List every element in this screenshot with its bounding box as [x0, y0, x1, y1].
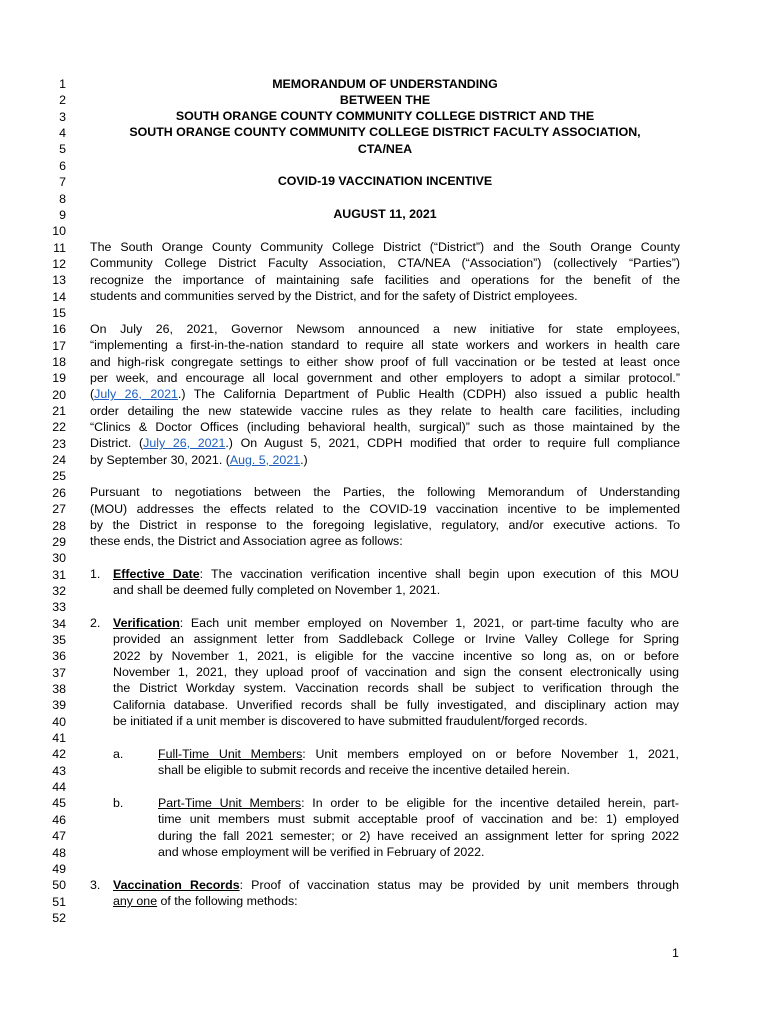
item-heading: Part-Time Unit Members: [158, 796, 302, 810]
list-item-line: California database. Unverified records shall be fully investigated, and disciplinary action may: [113, 698, 679, 712]
line-number: 6: [59, 158, 66, 173]
line-number: 17: [52, 338, 66, 353]
line-number: 52: [52, 910, 66, 925]
title-line: CTA/NEA: [357, 142, 413, 156]
line-number: 26: [52, 485, 66, 500]
paragraph-line: [90, 452, 308, 468]
line-number: 36: [52, 649, 66, 664]
line-number: 42: [52, 747, 66, 762]
citation-link-july-26[interactable]: July 26, 2021: [94, 387, 178, 401]
line-text: : Unit members employed on or before November 1, 2021,: [302, 747, 679, 761]
paragraph-line: by the District in response to the foregoing legislative, regulatory, and/or executive actions. To: [90, 518, 680, 532]
paragraph-line: Pursuant to negotiations between the Parties, the following Memorandum of Understanding: [90, 485, 680, 499]
item-heading: Verification: [113, 616, 180, 630]
line-text: .) The California Department of Public Health (CDPH) also issued a public health: [177, 387, 680, 401]
list-item-line: [113, 877, 679, 893]
list-item-line: [113, 566, 679, 582]
list-item-line: 2022 by November 1, 2021, is eligible for the vaccine incentive so long as, on or before: [113, 649, 679, 663]
line-number: 27: [52, 502, 66, 517]
line-text: : The vaccination verification incentive shall begin upon execution of this MOU: [199, 567, 680, 581]
line-number: 46: [52, 812, 66, 827]
item-heading: Effective Date: [113, 567, 200, 581]
line-number: 31: [52, 567, 66, 582]
line-number: 24: [52, 453, 66, 468]
title-line: MEMORANDUM OF UNDERSTANDING: [272, 77, 498, 91]
line-number: 21: [52, 404, 66, 418]
line-text: by September 30, 2021. (: [90, 453, 230, 467]
line-number: 48: [52, 845, 66, 860]
list-letter: b.: [113, 796, 124, 810]
line-number: 20: [52, 387, 66, 402]
line-number: 44: [52, 780, 66, 795]
line-number: 2: [59, 93, 66, 108]
line-number: 14: [52, 289, 66, 304]
line-number: 37: [52, 665, 66, 680]
line-number: 5: [59, 142, 66, 157]
paragraph-line: “Clinics & Doctor Offices (including behavioral health, surgical)” such as those maintained by the: [90, 420, 680, 434]
paragraph-line: [90, 435, 680, 451]
line-number: 13: [52, 273, 66, 288]
line-number: 51: [52, 894, 66, 909]
paragraph-line: [90, 386, 680, 402]
paragraph-line: Community College District Faculty Association, CTA/NEA (“Association”) (collectively “Parties”): [90, 256, 680, 270]
line-number: 7: [59, 175, 66, 190]
line-text: : In order to be eligible for the incentive detailed herein, part-: [301, 796, 680, 810]
line-number: 11: [53, 240, 66, 255]
citation-link-aug-5[interactable]: Aug. 5, 2021: [229, 453, 301, 467]
line-number: 3: [59, 109, 66, 124]
line-number: 16: [52, 322, 66, 337]
line-number: 9: [59, 207, 66, 222]
line-number: 50: [52, 878, 66, 893]
citation-link-july-26[interactable]: July 26, 2021: [143, 436, 226, 450]
paragraph-line: recognize the importance of maintaining safe facilities and operations for the benefit of the: [90, 273, 680, 287]
list-item-line: shall be eligible to submit records and receive the incentive detailed herein.: [158, 763, 570, 777]
line-text: : Each unit member employed on November 1, 2021, or part-time faculty who are: [179, 616, 679, 630]
line-number: 1: [59, 77, 66, 91]
list-letter: a.: [113, 747, 124, 761]
line-number: 41: [52, 731, 66, 745]
item-heading: Vaccination Records: [113, 878, 240, 892]
line-text: .) On August 5, 2021, CDPH modified that order to require full compliance: [225, 436, 680, 450]
line-number: 10: [52, 224, 66, 239]
line-number: 22: [52, 420, 66, 435]
line-number: 45: [52, 796, 66, 811]
item-heading: Full-Time Unit Members: [158, 747, 303, 761]
title-line: SOUTH ORANGE COUNTY COMMUNITY COLLEGE DISTRICT FACULTY ASSOCIATION,: [129, 125, 641, 139]
emphasis-text: any one: [113, 894, 158, 908]
line-number: 49: [52, 861, 66, 876]
title-line: BETWEEN THE: [339, 93, 431, 107]
line-text: of the following methods:: [157, 894, 298, 908]
line-number: 12: [52, 256, 66, 271]
list-item-line: [113, 615, 679, 631]
line-number: 8: [59, 191, 66, 206]
list-item-line: during the fall 2021 semester; or 2) have received an assignment letter for spring 2022: [158, 829, 679, 843]
line-number: 43: [52, 763, 66, 778]
list-item-line: be initiated if a unit member is discovered to have submitted fraudulent/forged records.: [113, 714, 588, 728]
line-number: 19: [52, 371, 66, 386]
line-number: 32: [52, 583, 66, 598]
line-text: .): [300, 453, 308, 467]
line-number: 39: [52, 698, 66, 713]
document-date: AUGUST 11, 2021: [333, 207, 437, 221]
list-number: 1.: [90, 567, 101, 581]
paragraph-line: order detailing the new statewide vaccine rules as they relate to health care facilities, including: [90, 404, 680, 418]
line-number: 33: [52, 600, 66, 615]
list-item-line: [113, 893, 679, 909]
paragraph-line: (MOU) addresses the effects related to the COVID-19 vaccination incentive to be implemented: [90, 502, 680, 516]
line-number: 4: [59, 126, 66, 141]
list-item-line: the District Workday system. Vaccination records shall be subject to verification through the: [113, 681, 679, 695]
list-item-line: and whose employment will be verified in February of 2022.: [158, 845, 485, 859]
line-number: 15: [52, 305, 66, 320]
paragraph-line: per week, and encourage all local government and other employers to adopt a similar protocol.”: [90, 371, 680, 385]
title-line: SOUTH ORANGE COUNTY COMMUNITY COLLEGE DISTRICT AND THE: [175, 109, 595, 123]
paragraph-line: and high-risk congregate settings to either show proof of full vaccination or be tested at least once: [90, 355, 680, 369]
list-item-line: [158, 746, 679, 762]
paragraph-line: On July 26, 2021, Governor Newsom announced a new initiative for state employees,: [90, 322, 680, 336]
list-number: 3.: [90, 878, 101, 892]
line-number: 28: [52, 518, 66, 533]
list-item-line: [158, 795, 679, 811]
paragraph-line: students and communities served by the District, and for the safety of District employees.: [90, 289, 578, 303]
list-item-line: and shall be deemed fully completed on November 1, 2021.: [113, 583, 441, 597]
line-number: 40: [52, 714, 66, 729]
line-text: District. (: [90, 436, 144, 450]
list-item-line: time unit members must submit acceptable proof of vaccination and be: 1) employed: [158, 812, 679, 826]
line-number: 18: [52, 355, 66, 369]
line-number: 35: [52, 632, 66, 647]
paren-text: (: [90, 387, 95, 401]
paragraph-line: these ends, the District and Association agree as follows:: [90, 534, 403, 548]
line-number: 30: [52, 551, 66, 566]
line-number: 34: [52, 616, 66, 631]
page-number: 1: [672, 946, 679, 960]
list-item-line: provided an assignment letter from Saddleback College or Irvine Valley College for Spring: [113, 632, 679, 646]
paragraph-line: The South Orange County Community College District (“District”) and the South Orange County: [90, 240, 680, 254]
line-number: 47: [52, 829, 66, 844]
line-number: 25: [52, 469, 66, 484]
document-subtitle: COVID-19 VACCINATION INCENTIVE: [277, 174, 493, 188]
list-item-line: November 1, 2021, they upload proof of vaccination and sign the consent electronically using: [113, 665, 679, 679]
line-text: : Proof of vaccination status may be provided by unit members through: [239, 878, 679, 892]
line-number: 38: [52, 682, 66, 696]
list-number: 2.: [90, 616, 101, 630]
line-number: 23: [52, 436, 66, 451]
paragraph-line: “implementing a first-in-the-nation standard to require all state workers and workers in health care: [90, 338, 680, 352]
line-number: 29: [52, 534, 66, 549]
